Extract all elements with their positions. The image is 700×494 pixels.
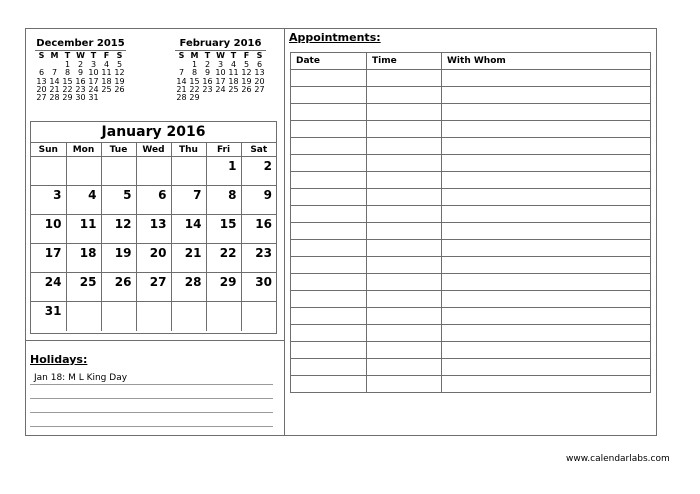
appointment-cell: [367, 189, 442, 206]
appointment-cell: [291, 257, 367, 274]
day-cell: [240, 94, 253, 102]
weekday-header: Mon: [66, 143, 101, 157]
day-cell: 18: [101, 76, 112, 86]
day-cell: 8: [206, 186, 241, 215]
mini-calendar-next: [175, 40, 266, 103]
appointment-cell: [367, 121, 442, 138]
day-cell: 31: [88, 93, 99, 103]
day-cell: 20: [254, 76, 265, 86]
day-cell: 11: [228, 68, 239, 78]
mini-calendar-title: December 2015: [36, 38, 125, 49]
holiday-item: Jan 18: M L King Day: [34, 373, 128, 383]
day-cell: 21: [176, 85, 187, 95]
weekday-label: T: [64, 51, 71, 61]
appointment-cell: [291, 291, 367, 308]
day-cell: 3: [217, 59, 224, 69]
day-cell: 7: [51, 68, 58, 78]
appointment-cell: [367, 342, 442, 359]
appointment-row: [291, 138, 651, 155]
day-cell: [101, 302, 136, 331]
day-cell: [100, 94, 113, 102]
appointment-row: [291, 206, 651, 223]
appointment-cell: [367, 206, 442, 223]
day-cell: [136, 157, 171, 186]
appointment-cell: [442, 155, 651, 172]
appointment-cell: [291, 70, 367, 87]
appointment-row: [291, 376, 651, 393]
appointment-row: [291, 274, 651, 291]
day-cell: 16: [241, 215, 276, 244]
month-grid: [31, 143, 276, 331]
day-cell: 10: [215, 68, 226, 78]
day-cell: 19: [114, 76, 125, 86]
appointment-cell: [291, 155, 367, 172]
appointment-cell: [442, 138, 651, 155]
day-cell: 15: [62, 76, 73, 86]
weekday-header: Sun: [31, 143, 66, 157]
day-cell: 19: [241, 76, 252, 86]
day-cell: 15: [189, 76, 200, 86]
day-cell: 18: [66, 244, 101, 273]
day-cell: 29: [62, 93, 73, 103]
appointment-cell: [442, 189, 651, 206]
holiday-line: [30, 398, 273, 399]
appointment-cell: [442, 223, 651, 240]
appointment-cell: [367, 155, 442, 172]
holiday-line: [30, 412, 273, 413]
weekday-label: T: [230, 51, 237, 61]
appointment-cell: [291, 189, 367, 206]
appointment-cell: [442, 376, 651, 393]
day-cell: 27: [36, 93, 47, 103]
day-cell: 23: [75, 85, 86, 95]
section-divider: [25, 340, 284, 341]
appointments-heading: Appointments:: [289, 31, 381, 44]
day-cell: 12: [101, 215, 136, 244]
day-cell: 12: [241, 68, 252, 78]
day-cell: 1: [191, 59, 198, 69]
appointment-cell: [291, 121, 367, 138]
appointment-cell: [442, 291, 651, 308]
day-cell: 3: [90, 59, 97, 69]
day-cell: 8: [64, 68, 71, 78]
appointment-cell: [291, 138, 367, 155]
appointment-cell: [367, 87, 442, 104]
day-cell: 19: [101, 244, 136, 273]
day-cell: 12: [114, 68, 125, 78]
appointment-cell: [367, 274, 442, 291]
appointment-cell: [442, 206, 651, 223]
day-cell: 9: [204, 68, 211, 78]
day-cell: 23: [241, 244, 276, 273]
appointment-cell: [291, 104, 367, 121]
appointment-row: [291, 121, 651, 138]
day-cell: 22: [189, 85, 200, 95]
column-header-date: Date: [291, 53, 367, 70]
weekday-header: Fri: [206, 143, 241, 157]
day-cell: 2: [77, 59, 84, 69]
day-cell: 29: [189, 93, 200, 103]
weekday-header: Tue: [101, 143, 136, 157]
day-cell: 23: [202, 85, 213, 95]
day-cell: 18: [228, 76, 239, 86]
day-cell: 14: [171, 215, 206, 244]
day-cell: 28: [49, 93, 60, 103]
day-cell: 1: [206, 157, 241, 186]
weekday-header: Wed: [136, 143, 171, 157]
week-row: [31, 186, 276, 215]
appointment-row: [291, 87, 651, 104]
appointment-cell: [367, 291, 442, 308]
appointment-row: [291, 70, 651, 87]
appointment-cell: [442, 342, 651, 359]
appointment-cell: [442, 325, 651, 342]
appointment-cell: [291, 87, 367, 104]
appointment-cell: [442, 240, 651, 257]
day-cell: 28: [171, 273, 206, 302]
day-cell: 24: [215, 85, 226, 95]
day-cell: 9: [241, 186, 276, 215]
day-cell: 1: [64, 59, 71, 69]
appointment-cell: [291, 223, 367, 240]
day-cell: 11: [101, 68, 112, 78]
day-cell: 11: [66, 215, 101, 244]
holiday-line: [30, 384, 273, 385]
appointment-cell: [367, 70, 442, 87]
day-cell: 10: [31, 215, 66, 244]
holiday-line: [30, 426, 273, 427]
day-cell: 24: [88, 85, 99, 95]
weekday-label: T: [90, 51, 97, 61]
appointment-row: [291, 291, 651, 308]
day-cell: 21: [49, 85, 60, 95]
week-row: [31, 215, 276, 244]
month-title: January 2016: [31, 122, 276, 143]
weekday-label: T: [204, 51, 211, 61]
appointment-cell: [291, 206, 367, 223]
mini-calendar-previous: [35, 40, 126, 103]
weekday-label: W: [216, 51, 225, 61]
day-cell: 20: [136, 244, 171, 273]
day-cell: [201, 94, 214, 102]
day-cell: 17: [88, 76, 99, 86]
mini-calendar-grid: [175, 52, 266, 102]
appointment-cell: [367, 172, 442, 189]
day-cell: 14: [49, 76, 60, 86]
appointment-cell: [291, 274, 367, 291]
day-cell: 10: [88, 68, 99, 78]
day-cell: [227, 94, 240, 102]
appointment-cell: [291, 342, 367, 359]
mini-calendar-title: February 2016: [179, 38, 262, 49]
week-row: [31, 157, 276, 186]
day-cell: 13: [136, 215, 171, 244]
day-cell: 28: [176, 93, 187, 103]
week-row: [31, 273, 276, 302]
day-cell: 5: [101, 186, 136, 215]
day-cell: 16: [202, 76, 213, 86]
weekday-label: M: [190, 51, 199, 61]
day-cell: 17: [215, 76, 226, 86]
appointment-cell: [442, 70, 651, 87]
day-cell: 22: [62, 85, 73, 95]
day-cell: 13: [36, 76, 47, 86]
day-cell: [214, 94, 227, 102]
appointment-cell: [367, 223, 442, 240]
appointment-row: [291, 257, 651, 274]
weekday-label: S: [38, 51, 45, 61]
day-cell: 6: [256, 59, 263, 69]
day-cell: 4: [230, 59, 237, 69]
appointment-cell: [291, 325, 367, 342]
day-cell: 4: [66, 186, 101, 215]
weekday-header: Thu: [171, 143, 206, 157]
day-cell: [253, 94, 266, 102]
appointment-row: [291, 223, 651, 240]
weekday-header: Sat: [241, 143, 276, 157]
day-cell: 27: [254, 85, 265, 95]
day-cell: 25: [228, 85, 239, 95]
day-cell: 29: [206, 273, 241, 302]
appointment-row: [291, 342, 651, 359]
appointment-cell: [367, 104, 442, 121]
appointment-cell: [367, 376, 442, 393]
appointment-cell: [291, 376, 367, 393]
weekday-label: W: [76, 51, 85, 61]
weekday-label: F: [103, 51, 110, 61]
weekday-label: S: [116, 51, 123, 61]
week-row: [31, 302, 276, 331]
day-cell: 9: [77, 68, 84, 78]
appointment-cell: [442, 274, 651, 291]
appointment-cell: [291, 359, 367, 376]
day-cell: 4: [103, 59, 110, 69]
day-cell: 21: [171, 244, 206, 273]
day-cell: 25: [66, 273, 101, 302]
appointment-cell: [442, 104, 651, 121]
day-cell: [66, 302, 101, 331]
appointment-cell: [442, 257, 651, 274]
day-cell: 27: [136, 273, 171, 302]
day-cell: 25: [101, 85, 112, 95]
week-row: [31, 244, 276, 273]
day-cell: 24: [31, 273, 66, 302]
appointment-cell: [291, 240, 367, 257]
column-header-with-whom: With Whom: [442, 53, 651, 70]
appointment-cell: [291, 172, 367, 189]
day-cell: 3: [31, 186, 66, 215]
day-cell: 31: [31, 302, 66, 331]
appointment-cell: [367, 359, 442, 376]
appointment-row: [291, 189, 651, 206]
day-cell: [136, 302, 171, 331]
day-cell: 17: [31, 244, 66, 273]
weekday-label: M: [50, 51, 59, 61]
appointment-cell: [442, 172, 651, 189]
day-cell: 20: [36, 85, 47, 95]
appointment-cell: [442, 308, 651, 325]
appointment-row: [291, 155, 651, 172]
appointment-row: [291, 359, 651, 376]
appointment-row: [291, 240, 651, 257]
appointment-row: [291, 104, 651, 121]
column-divider: [284, 28, 285, 436]
appointment-cell: [442, 121, 651, 138]
appointment-cell: [291, 308, 367, 325]
appointment-row: [291, 172, 651, 189]
day-cell: [101, 157, 136, 186]
day-cell: 14: [176, 76, 187, 86]
week-row: [35, 94, 126, 102]
mini-calendar-grid: [35, 52, 126, 102]
day-cell: 7: [178, 68, 185, 78]
day-cell: [206, 302, 241, 331]
day-cell: 2: [241, 157, 276, 186]
footer-url: www.calendarlabs.com: [566, 454, 670, 464]
day-cell: 26: [114, 85, 125, 95]
appointment-cell: [442, 359, 651, 376]
day-cell: 30: [241, 273, 276, 302]
day-cell: 5: [243, 59, 250, 69]
day-cell: [241, 302, 276, 331]
day-cell: 22: [206, 244, 241, 273]
appointment-cell: [367, 308, 442, 325]
weekday-label: S: [256, 51, 263, 61]
day-cell: 8: [191, 68, 198, 78]
appointment-cell: [367, 138, 442, 155]
appointment-row: [291, 325, 651, 342]
appointment-cell: [367, 257, 442, 274]
day-cell: 13: [254, 68, 265, 78]
day-cell: [31, 157, 66, 186]
day-cell: [171, 157, 206, 186]
month-calendar: [30, 121, 277, 334]
appointments-table: [290, 52, 651, 393]
holidays-heading: Holidays:: [30, 353, 88, 366]
day-cell: 26: [101, 273, 136, 302]
day-cell: 26: [241, 85, 252, 95]
day-cell: 7: [171, 186, 206, 215]
day-cell: 6: [136, 186, 171, 215]
day-cell: 6: [38, 68, 45, 78]
week-row: [175, 94, 266, 102]
day-cell: [113, 94, 126, 102]
day-cell: 15: [206, 215, 241, 244]
appointment-cell: [442, 87, 651, 104]
column-header-time: Time: [367, 53, 442, 70]
day-cell: 2: [204, 59, 211, 69]
day-cell: 5: [116, 59, 123, 69]
day-cell: 16: [75, 76, 86, 86]
day-cell: [66, 157, 101, 186]
weekday-label: F: [243, 51, 250, 61]
appointment-cell: [367, 325, 442, 342]
day-cell: 30: [75, 93, 86, 103]
appointment-cell: [367, 240, 442, 257]
weekday-label: S: [178, 51, 185, 61]
appointment-row: [291, 308, 651, 325]
day-cell: [171, 302, 206, 331]
